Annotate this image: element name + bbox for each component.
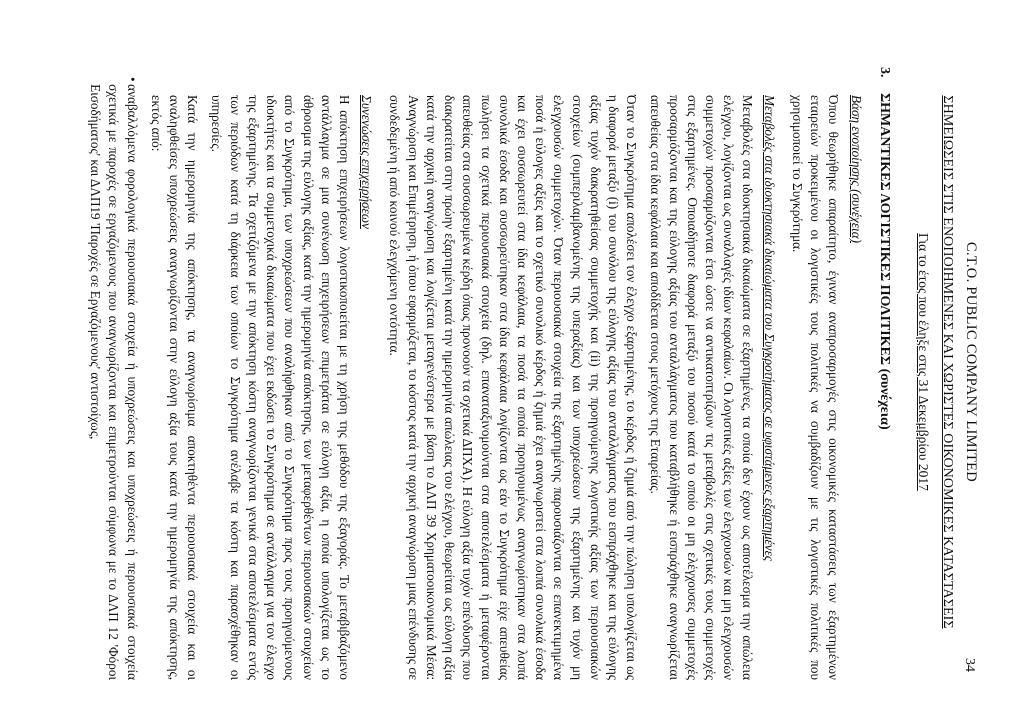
paragraph: Η απόκτηση επιχειρήσεων λογιστικοποιείται με τη χρήση της μεθόδου της εξαγοράς. Το μεταβιβαζόμενο αντάλλαγμα σε μια συνένωση επιχειρήσεων επιμετράται σε εύλογη αξία, η οποία υπολογίζεται ως το άθροισμα της εύλογης αξίας, κατά την ημερομηνία απόκτησης, των μεταφερθέντων περιουσιακών στοιχείων από το Συγκρότημα, των υποχρεώσεων που αναλήφθηκαν από το Συγκρότημα προς τους προηγούμενους ιδιοκτήτες και τα συμμετοχικά δικαιώματα που έχει εκδώσει το Συγκρότημα σε αντάλλαγμα για τον έλεγχο της εξαρτημένης. Τα σχετιζόμενα με την απόκτηση κόστη αναγνωρίζονται γενικά στα αποτελέσματα εντός των περιόδων κατά τη διάρκεια των οποίων το Συγκρότημα ανέλαβε τα κόστη και παρασχέθηκαν οι υπηρεσίες. [209, 95, 352, 680]
subheading-ownership-changes: Μεταβολές στα ιδιοκτησιακά δικαιώματα του Συγκροτήματος σε υφιστάμενες εξαρτημένες [761, 95, 777, 562]
period-subtitle: Για το έτος που έληξε στις 31 Δεκεμβρίου 2017 [916, 233, 931, 491]
subheading-business-combinations: Συνενώσεις επιχειρήσεων [359, 95, 375, 229]
section-number: 3. [877, 67, 892, 78]
section-title: ΣΗΜΑΝΤΙΚΕΣ ΛΟΓΙΣΤΙΚΕΣ ΠΟΛΙΤΙΚΕΣ (συνέχεια) [877, 93, 892, 430]
company-name: C.T.O. PUBLIC COMPANY LIMITED [963, 241, 979, 483]
bullet-dot-icon: • [124, 77, 140, 82]
subheading-consolidation-basis: Βάση ενοποίησης (συνέχεια) [848, 95, 864, 244]
paragraph: Όταν το Συγκρότημα απολέσει τον έλεγχο εξαρτημένης, το κέρδος ή ζημιά από την πώληση υπολογίζεται ως η διαφορά μεταξύ (i) του συνόλου της εύλογης αξίας του ανταλλάγματος που εισπράχθηκε και της εύλογης αξίας τυχόν διακρατηθείσας συμμετοχής και (ii) της προηγούμενης λογιστικής αξίας των περιουσιακών στοιχείων (συμπεριλαμβανομένης της υπεραξίας) και των υποχρεώσεων της εξαρτημένης και τυχόν μη ελεγχουσών συμμετοχών. Όταν περιουσιακά στοιχεία της εξαρτημένης παρουσιάζονται σε επανεκτιμημένα ποσά ή εύλογες αξίες και το σχετικό συνολικό κέρδος ή ζημιά έχει αναγνωριστεί στα λοιπά συνολικά έσοδα και έχει συσσωρευτεί στα ίδια κεφάλαια, τα ποσά τα οποία προηγουμένως αναγνωρίστηκαν στα λοιπά συνολικά έσοδα και συσσωρεύτηκαν στα ίδια κεφάλαια λογίζονται ως εάν το Συγκρότημα είχε απευθείας πωλήσει τα σχετικά περιουσιακά στοιχεία (δηλ. επαναταξινομούνται στα αποτελέσματα ή μεταφέρονται απευθείας στα συσσωρευμένα κέρδη όπως προνοούν τα σχετικά ΔΠΧΑ). Η εύλογη αξία τυχόν επένδυσης που διακρατείται στην πρώην εξαρτημένη κατά την ημερομηνία απώλειας του ελέγχου, θεωρείται ως εύλογη αξία κατά την αρχική αναγνώριση και λογίζεται μεταγενέστερα με βάση το ΔΛΠ 39 Χρηματοοικονομικά Μέσα: Αναγνώριση και Επιμέτρηση, ή όπου εφαρμόζεται, το κόστος κατά την αρχική αναγνώριση μιας επένδυσης σε συνδεδεμένη ή από κοινού ελεγχόμενη οντότητα. [387, 95, 640, 680]
notes-content [86, 67, 894, 680]
bullet-text: αναβαλλόμενα φορολογικά περιουσιακά στοιχεία ή υποχρεώσεις και υποχρεώσεις ή περιουσιακά στοιχεία σχετικά με παροχές σε εργαζόμενους που αναγνωρίζονται και επιμετρούνται σύμφωνα με το ΔΛΠ 12 'Φόροι Εισοδήματος' και ΔΛΠ19 'Παροχές σε Εργαζόμενους' αντιστοίχως, [88, 84, 140, 680]
paragraph: Όπου θεωρήθηκε απαραίτητο, έγιναν αναπροσαρμογές στις οικονομικές καταστάσεις των εξαρτημένων εταιρειών προκειμένου οι λογιστικές τους πολιτικές να συμβαδίζουν με τις λογιστικές πολιτικές που χρησιμοποιεί το Συγκρότημα. [790, 95, 842, 680]
paragraph: Μεταβολές στα ιδιοκτησιακά δικαιώματα σε εξαρτημένες, τα οποία δεν έχουν ως αποτέλεσμα την απώλεια ελέγχου, λογίζονται ως συναλλαγές ιδίων κεφαλαίων. Οι λογιστικές αξίες των ελεγχουσών και μη ελεγχουσών συμμετοχών προσαρμόζονται έτσι ώστε να αντικατοπτρίζουν τις μεταβολές στις σχετικές τους συμμετοχές στις εξαρτημένες. Οποιαδήποτε διαφορά μεταξύ του ποσού κατά το οποίο οι μη ελέγχουσες συμμετοχές προσαρμόζονται και της εύλογης αξίας του ανταλλάγματος που καταβλήθηκε ή εισπράχθηκε αναγνωρίζεται απευθείας στα ίδια κεφάλαια και αποδίδεται στους μετόχους της Εταιρείας. [648, 95, 755, 680]
paragraph: Κατά την ημερομηνία της απόκτησης, τα αναγνωρίσιμα αποκτηθέντα περιουσιακά στοιχεία και οι αναληφθείσες υποχρεώσεις αναγνωρίζονται στην εύλογη αξία τους κατά την ημερομηνία της απόκτησης, εκτός από: [148, 95, 201, 680]
section-heading [875, 67, 894, 680]
bullet-item [86, 77, 141, 680]
page-number: 34 [962, 658, 977, 672]
document-title: ΣΗΜΕΙΩΣΕΙΣ ΣΤΙΣ ΕΝΟΠΟΙΗΜΕΝΕΣ ΚΑΙ ΧΩΡΙΣΤΕΣ ΟΙΚΟΝΟΜΙΚΕΣ ΚΑΤΑΣΤΑΣΕΙΣ [940, 95, 955, 629]
